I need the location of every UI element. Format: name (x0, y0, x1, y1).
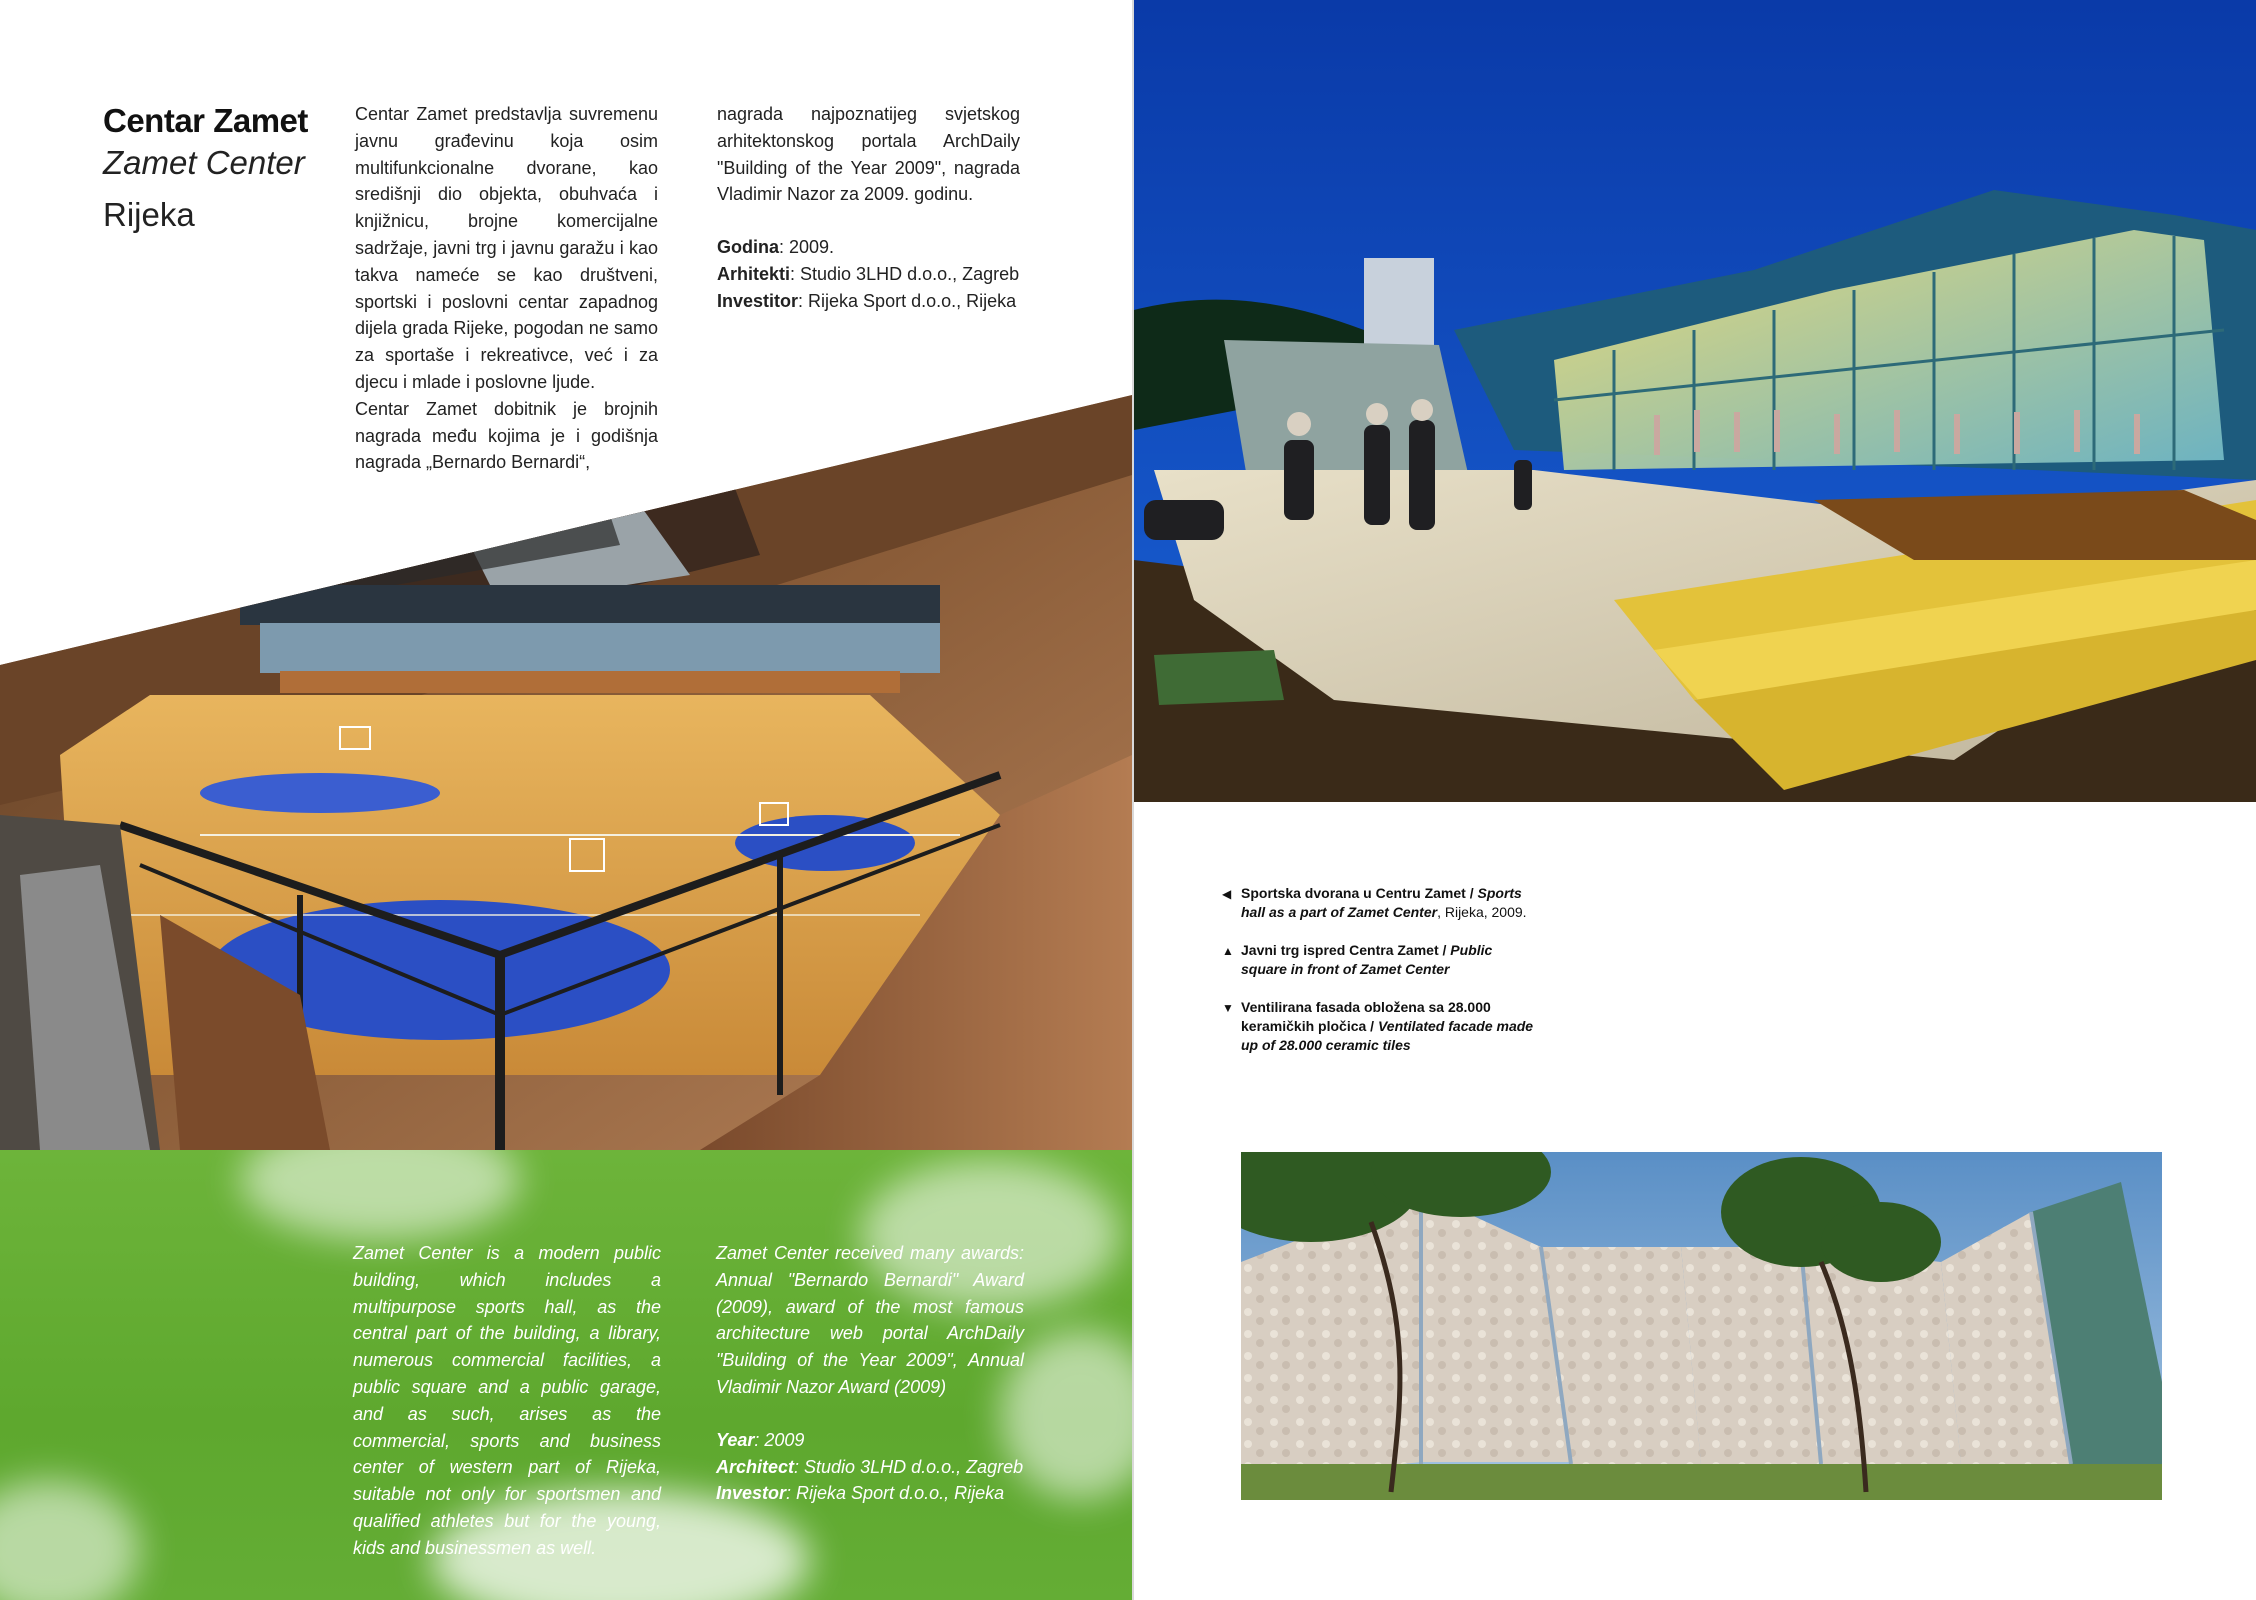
arrow-up-icon: ▲ (1222, 944, 1234, 958)
croatian-text-column-2 (717, 101, 1020, 315)
public-square-photo (1134, 0, 2256, 802)
croatian-paragraph-3: nagrada najpoznatijeg svjetskog arhitektonskog portala ArchDaily "Building of the Year 2009", nagrada Vladimir Nazor za 2009. godinu. (717, 104, 1020, 205)
croatian-text-column-1 (355, 101, 658, 476)
title-name-english: Zamet Center (103, 144, 305, 181)
facade-photo (1241, 1152, 2162, 1500)
english-paragraph-2: Zamet Center received many awards: Annual "Bernardo Bernardi" Award (2009), award of the most famous architecture web portal ArchDaily "Building of the Year 2009", Annual Vladimir Nazor Award (2009) (716, 1243, 1024, 1397)
croatian-paragraph-1: Centar Zamet predstavlja suvremenu javnu građevinu koja osim multifunkcionalne dvorane, kao središnji dio objekta, obuhvaća i knjižnicu, brojne komercijalne sadržaje, javni trg i javnu garažu i kao takva nameće se kao društveni, sportski i poslovni centar zapadnog dijela grada Rijeke, pogodan ne samo za sportaše i rekreativce, već i za djecu i mlade i poslovne ljude. (355, 104, 658, 392)
croatian-paragraph-2: Centar Zamet dobitnik je brojnih nagrada među kojima je i godišnja nagrada „Bernardo Bernardi“, (355, 398, 658, 473)
croatian-architects-line: Arhitekti: Studio 3LHD d.o.o., Zagreb (717, 263, 1020, 284)
english-investor-line: Investor: Rijeka Sport d.o.o., Rijeka (716, 1483, 1005, 1504)
english-text-column-1 (353, 1240, 661, 1562)
title-city: Rijeka (103, 196, 195, 233)
croatian-year-line: Godina: 2009. (717, 237, 835, 258)
english-year-line: Year: 2009 (716, 1429, 805, 1450)
arrow-down-icon: ▼ (1222, 1001, 1234, 1015)
title-name: Centar Zamet (103, 102, 308, 139)
caption-facade: ▼ Ventilirana fasada obložena sa 28.000 keramičkih pločica / Ventilated facade made up of 28.000 ceramic tiles (1222, 999, 1534, 1053)
english-architect-line: Architect: Studio 3LHD d.o.o., Zagreb (716, 1456, 1024, 1477)
croatian-investor-line: Investitor: Rijeka Sport d.o.o., Rijeka (717, 290, 1017, 311)
title-block (103, 100, 343, 236)
english-paragraph-1: Zamet Center is a modern public building, which includes a multipurpose sports hall, as the central part of the building, a library, numerous commercial facilities, a public square and a public garage, and as such, arises as the commercial, sports and business center of western part of Rijeka, suitable not only for sportsmen and qualified athletes but for the young, kids and businessmen as well. (353, 1243, 661, 1558)
english-text-column-2 (716, 1240, 1024, 1507)
photo-captions (1222, 884, 1542, 1074)
caption-public-square: ▲ Javni trg ispred Centra Zamet / Public square in front of Zamet Center (1222, 942, 1493, 977)
caption-sports-hall: ◀ Sportska dvorana u Centru Zamet / Sports hall as a part of Zamet Center, Rijeka, 2009. (1222, 885, 1527, 920)
arrow-left-icon: ◀ (1222, 887, 1232, 901)
